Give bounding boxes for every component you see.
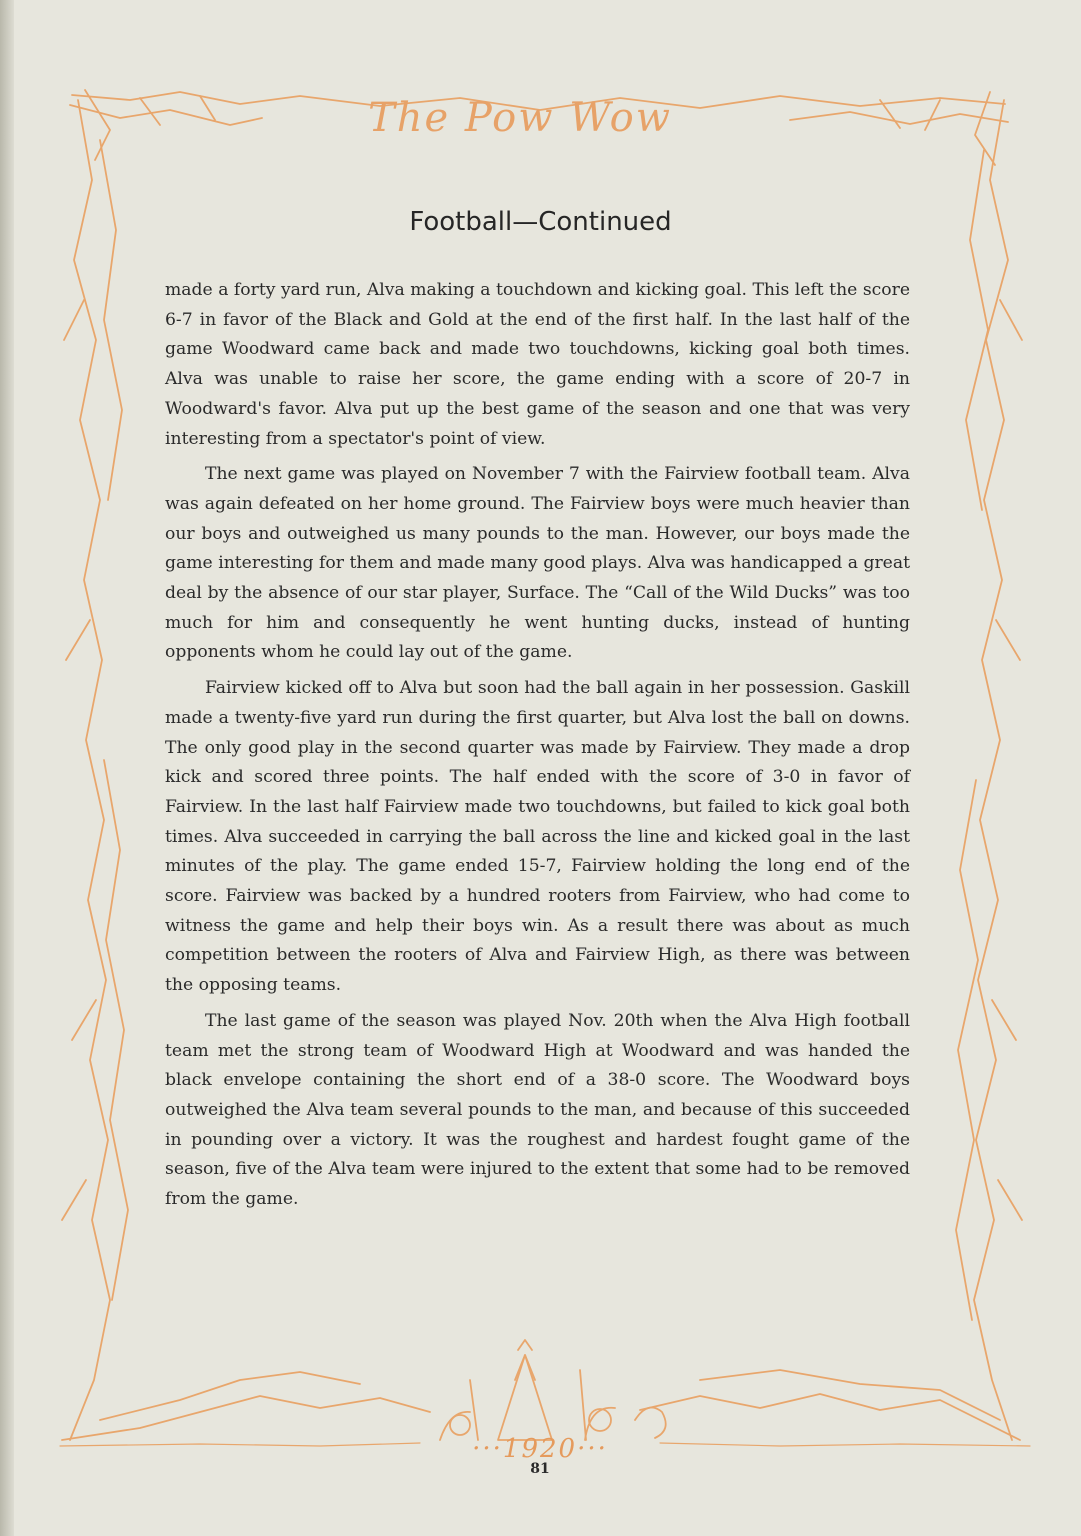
page-number: 81 [530,1461,550,1477]
paragraph-2: The next game was played on November 7 with the Fairview football team. Alva was again defeated on her home ground. The Fairview boys were much heavier than our boys and outweighed us many pounds to the man. However, our boys made the game interesting for them and made many good plays. Alva was handicapped a great deal by the absence of our star player, Surface. The “Call of the Wild Ducks” was too much for him and consequently he went hunting ducks, instead of hunting opponents whom he could lay out of the game. [165,464,910,663]
footer-year: ···1920··· [472,1434,608,1464]
paragraph-3: Fairview kicked off to Alva but soon had the ball again in her possession. Gaskill made a twenty-five yard run during the first quarter, but Alva lost the ball on downs. The only good play in the second quarter was made by Fairview. They made a drop kick and scored three points. The half ended with the score of 3-0 in favor of Fairview. In the last half Fairview made two touchdowns, but failed to kick goal both times. Alva succeeded in carrying the ball across the line and kicked goal in the last minutes of the play. The game ended 15-7, Fairview holding the long end of the score. Fairview was backed by a hundred rooters from Fairview, who had come to witness the game and help their boys win. As a result there was about as much competition between the rooters of Alva and Fairview High, as there was between the opposing teams. [165,678,910,996]
page-title: Football—Continued [409,207,672,237]
article-body [165,276,910,1221]
paragraph-1: made a forty yard run, Alva making a touchdown and kicking goal. This left the score 6-7 in favor of the Black and Gold at the end of the first half. In the last half of the game Woodward came back and made two touchdowns, kicking goal both times. Alva was unable to raise her score, the game ending with a score of 20-7 in Woodward's favor. Alva put up the best game of the season and one that was very interesting from a spectator's point of view. [165,280,910,449]
yearbook-header-script: The Pow Wow [368,95,672,141]
paragraph-4: The last game of the season was played Nov. 20th when the Alva High football team met the strong team of Woodward High at Woodward and was handed the black envelope containing the short end of a 38-0 score. The Woodward boys outweighed the Alva team several pounds to the man, and because of this succeeded in pounding over a victory. It was the roughest and hardest fought game of the season, five of the Alva team were injured to the extent that some had to be removed from the game. [165,1010,910,1210]
